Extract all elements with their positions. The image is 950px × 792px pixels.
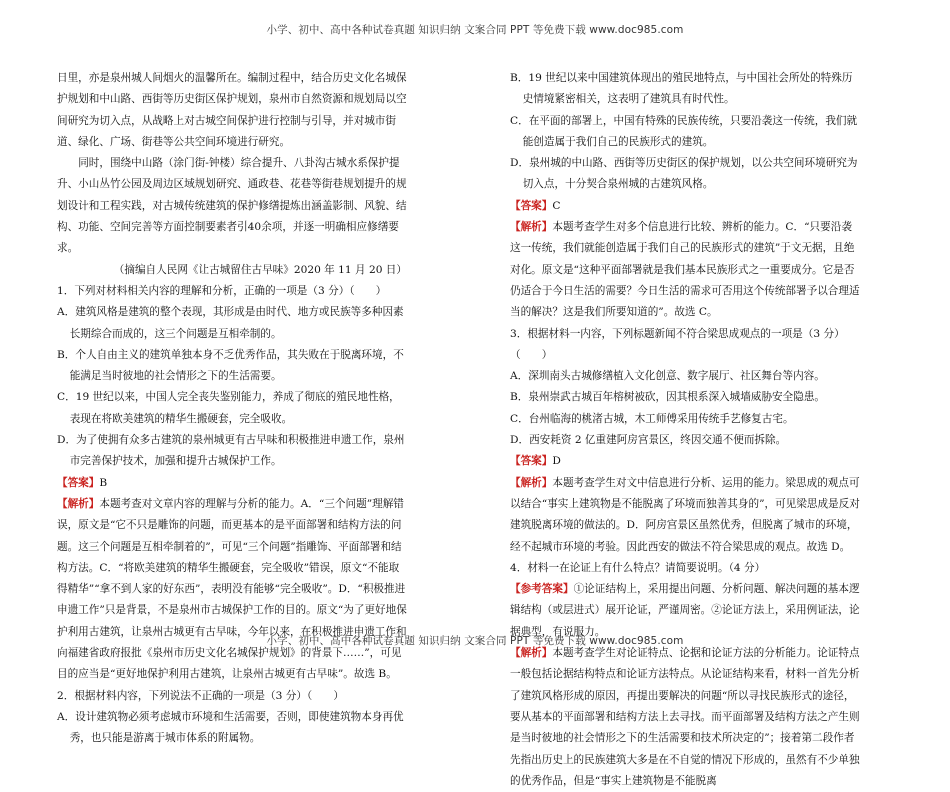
q1-option-d: D．为了使拥有众多古建筑的泉州城更有古早味和积极推进申遗工作，泉州市完善保护技术，加强和提升古城保护工作。 — [57, 434, 405, 468]
question-1: 1．下列对材料相关内容的理解和分析，正确的一项是（3 分）（ ） — [57, 284, 387, 297]
q1-option-a: A．建筑风格是建筑的整个表现，其形成是由时代、地方或民族等多种因素长期综合而成的，这三个问题是互相牵制的。 — [57, 306, 404, 340]
right-column — [510, 68, 860, 792]
q2-option-a: A．设计建筑物必须考虑城市环境和生活需要，否则，即使建筑物本身再优秀，也只能是游离于城市体系的附属物。 — [57, 710, 404, 745]
q3-option-b: B．泉州崇武古城百年榕树被砍，因其根系深入城墙威胁安全隐患。 — [510, 391, 826, 404]
explanation-label: 【解析】 — [510, 476, 553, 489]
answer-label: 【答案】 — [510, 199, 553, 212]
answer-label: 【答案】 — [57, 476, 100, 489]
q2-option-c: C．在平面的部署上，中国有特殊的民族传统，只要沿袭这一传统，我们就能创造属于我们自己的民族形式的建筑。 — [510, 114, 858, 148]
footer-banner: 小学、初中、高中各种试卷真题 知识归纳 文案合同 PPT 等免费下载 www.doc985.com — [266, 635, 684, 647]
intro-paragraph-2: 同时，围绕中山路（涂门街-钟楼）综合提升、八卦沟古城水系保护提升、小山丛竹公园及周边区域规划研究、通政巷、花巷等街巷规划提升的规划设计和工程实践，对古城传统建筑的保护修缮提炼出涵盖影制、风貌、结构、功能、空间完善等方面控制要素者引40余项，并逐一明确相应修缮要求。 — [57, 157, 407, 255]
explanation-2: 【解析】本题考查学生对多个信息进行比较、辨析的能力。C．“只要沿袭这一传统，我们就能创造属于我们自己的民族形式的建筑”于文无据，且绝对化。原文是“这种平面部署就是我们基本民族形式之一重要成分。它是否仍适合于今日生活的需要？今日生活的需求可否用这个传统部署予以合理适当的解决？这是我们所要知道的”。故选 C。 — [510, 221, 860, 319]
intro-paragraph-1: 日里，亦是泉州城人间烟火的温馨所在。编制过程中，结合历史文化名城保护规划和中山路、西街等历史街区保护规划，泉州市自然资源和规划局以空间研究为切入点，从战略上对古城空间保护进行控制与引导，并对城市街道、绿化、广场、街巷等公共空间环境进行研究。 — [57, 72, 407, 148]
source-citation: （摘编自人民网《让古城留住古早味》2020 年 11 月 20 日） — [113, 263, 407, 276]
reference-answer-label: 【参考答案】 — [510, 583, 574, 596]
explanation-4: 【解析】本题考查学生对论证特点、论据和论证方法的分析能力。论证特点一般包括论据结构特点和论证方法特点。从论证结构来看，材料一首先分析了建筑风格形成的原因，再提出要解决的问题“所以寻找民族形式的途径，要从基本的平面部署和结构方法上去寻找。而平面部署及结构方法之产生则是当时彼地的社会情形之下的生活需要和技术所决定的”；接着第二段作者先指出历史上的民族建筑大多是在不自觉的情况下形成的，虽然有不少单独的优秀作品，但是“事实上建筑物是不能脱离 — [510, 647, 860, 787]
answer-4: 【参考答案】①论证结构上，采用提出问题、分析问题、解决问题的基本逻辑结构（或层进式）展开论证，严谨周密。②论证方法上，采用例证法，论据典型，有说服力。 — [510, 583, 860, 638]
question-2: 2．根据材料内容，下列说法不正确的一项是（3 分）（ ） — [57, 689, 344, 702]
explanation-label: 【解析】 — [510, 221, 553, 234]
question-3: 3．根据材料一内容，下列标题新闻不符合梁思成观点的一项是（3 分）（ ） — [510, 327, 845, 361]
q2-option-b: B．19 世纪以来中国建筑体现出的殖民地特点，与中国社会所处的特殊历史情境紧密相关，这表明了建筑具有时代性。 — [510, 72, 853, 106]
answer-1: 【答案】B — [57, 476, 108, 489]
q1-option-b: B．个人自由主义的建筑单独本身不乏优秀作品，其失败在于脱离环境，不能满足当时彼地的社会情形之下的生活需要。 — [57, 348, 404, 383]
header-banner: 小学、初中、高中各种试卷真题 知识归纳 文案合同 PPT 等免费下载 www.doc985.com — [266, 24, 684, 36]
explanation-3: 【解析】本题考查学生对文中信息进行分析、运用的能力。梁思成的观点可以结合“事实上建筑物是不能脱离了环境而独善其身的”，可见梁思成是反对建筑脱离环境的做法的。D．阿房宫景区虽然优秀，但脱离了城市的环境，经不起城市环境的考验。因此西安的做法不符合梁思成的观点。故选 D。 — [510, 476, 860, 553]
answer-2: 【答案】C — [510, 199, 561, 212]
answer-3: 【答案】D — [510, 455, 561, 468]
q3-option-c: C．台州临海的桃渚古城，木工师傅采用传统手艺修复古宅。 — [510, 412, 794, 425]
answer-label: 【答案】 — [510, 455, 553, 468]
q2-option-d: D．泉州城的中山路、西街等历史街区的保护规划，以公共空间环境研究为切入点，十分契合泉州城的古建筑风格。 — [510, 157, 858, 191]
explanation-1: 【解析】本题考查对文章内容的理解与分析的能力。A．“三个问题”理解错误，原文是“它不只是雕饰的问题，而更基本的是平面部署和结构方法的问题。这三个问题是互相牵制着的”，可见“三个问题”指雕饰、平面部署和结构方法。C．“将欧美建筑的精华生搬硬套，完全吸收”错误，原文“不能取得精华”“拿不到人家的好东西”，表明没有能够“完全吸收”。D．“积极推进申遗工作”只是背景，不是泉州市古城保护工作的目的。原文“为了更好地保护利用古建筑，让泉州古城更有古早味，今年以来，在积极推进申遗工作和向福建省政府报批《泉州市历史文化名城保护规划》的背景下……”，可见目的应当是“更好地保护利用古建筑，让泉州古城更有古早味”。故选 B。 — [57, 497, 407, 681]
q3-option-d: D．西安耗资 2 亿重建阿房宫景区，终因交通不便而拆除。 — [510, 434, 787, 447]
question-4: 4．材料一在论证上有什么特点？请简要说明。（4 分） — [510, 561, 766, 574]
explanation-label: 【解析】 — [57, 497, 100, 510]
q3-option-a: A．深圳南头古城修缮植入文化创意、数字展厅、社区舞台等内容。 — [510, 370, 825, 383]
explanation-label: 【解析】 — [510, 647, 553, 660]
q1-option-c: C．19 世纪以来，中国人完全丧失鉴别能力，养成了彻底的殖民地性格，表现在将欧美建筑的精华生搬硬套，完全吸收。 — [57, 391, 400, 425]
